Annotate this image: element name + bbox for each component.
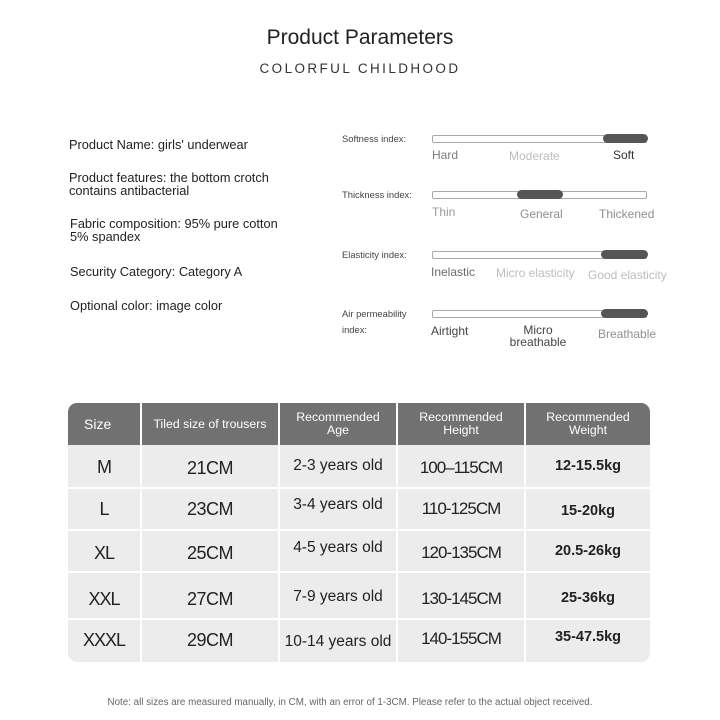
label-line: index: xyxy=(342,324,368,335)
cell-tiled-size: 29CM xyxy=(186,629,233,650)
header-tiled-size: Tiled size of trousers xyxy=(153,416,267,431)
elasticity-index-label: Elasticity index: xyxy=(342,249,407,260)
thickness-index-label: Thickness index: xyxy=(342,189,412,200)
page-subtitle: COLORFUL CHILDHOOD xyxy=(259,61,461,76)
spec-line: contains antibacterial xyxy=(69,183,190,198)
cell-weight: 15-20kg xyxy=(560,503,615,519)
spec-product-features xyxy=(69,171,319,197)
cell-height: 140-155CM xyxy=(421,629,501,648)
air-option-micro-breathable xyxy=(508,324,568,348)
cell-size: M xyxy=(97,456,111,477)
cell-size: XXL xyxy=(88,588,120,609)
cell-tiled-size: 21CM xyxy=(186,457,233,478)
spec-line: Fabric composition: 95% pure cotton xyxy=(70,216,278,231)
header-line: Height xyxy=(443,423,479,437)
spec-optional-color: Optional color: image color xyxy=(70,298,223,313)
elasticity-option-micro: Micro elasticity xyxy=(496,266,575,280)
thickness-option-thickened: Thickened xyxy=(599,207,655,221)
cell-height: 100–115CM xyxy=(419,458,503,477)
thickness-option-thin: Thin xyxy=(432,205,456,219)
cell-age: 3-4 years old xyxy=(293,496,383,513)
elasticity-option-good: Good elasticity xyxy=(588,268,667,282)
header-recommended-height xyxy=(398,403,524,445)
measurement-note: Note: all sizes are measured manually, in CM, with an error of 1-3CM. Please refer to the actual object received. xyxy=(107,697,593,708)
cell-height: 120-135CM xyxy=(421,543,501,562)
cell-tiled-size: 23CM xyxy=(186,498,233,519)
size-table xyxy=(68,403,650,662)
cell-size: L xyxy=(99,498,109,519)
cell-age: 10-14 years old xyxy=(284,633,392,650)
spec-security-category: Security Category: Category A xyxy=(70,264,243,279)
air-option-airtight: Airtight xyxy=(431,324,469,338)
cell-age: 2-3 years old xyxy=(293,457,383,474)
spec-fabric-composition xyxy=(70,217,320,243)
softness-index-scale xyxy=(432,135,647,143)
softness-option-hard: Hard xyxy=(432,148,459,162)
header-recommended-age xyxy=(280,403,396,445)
spec-line: Product features: the bottom crotch xyxy=(69,170,269,185)
cell-height: 130-145CM xyxy=(421,589,501,608)
cell-height: 110-125CM xyxy=(421,499,501,518)
header-line: Recommended xyxy=(296,410,380,424)
thickness-index-scale xyxy=(432,191,647,199)
cell-size: XXXL xyxy=(82,629,126,650)
option-line: breathable xyxy=(509,335,567,349)
header-line: Age xyxy=(327,423,349,437)
header-line: Recommended xyxy=(419,410,503,424)
thickness-index-marker xyxy=(517,190,563,199)
header-line: Weight xyxy=(568,423,608,437)
cell-age: 7-9 years old xyxy=(293,588,383,605)
page-title: Product Parameters xyxy=(266,26,454,49)
table-header xyxy=(68,403,650,445)
elasticity-option-inelastic: Inelastic xyxy=(431,265,476,279)
elasticity-index-scale xyxy=(432,251,647,259)
air-permeability-index-label xyxy=(342,306,432,338)
cell-age: 4-5 years old xyxy=(293,539,383,556)
header-recommended-weight xyxy=(526,403,650,445)
air-permeability-index-marker xyxy=(601,309,648,318)
elasticity-index-marker xyxy=(601,250,648,259)
air-option-breathable: Breathable xyxy=(598,327,657,341)
softness-option-moderate: Moderate xyxy=(509,149,560,163)
softness-option-soft: Soft xyxy=(613,148,635,162)
header-size: Size xyxy=(84,415,112,432)
air-permeability-index-scale xyxy=(432,310,647,318)
label-line: Air permeability xyxy=(342,308,407,319)
softness-index-label: Softness index: xyxy=(342,133,407,144)
thickness-option-general: General xyxy=(520,207,563,221)
cell-weight: 35-47.5kg xyxy=(554,629,622,645)
option-line: Micro xyxy=(523,323,553,337)
header-line: Recommended xyxy=(546,410,630,424)
cell-weight: 20.5-26kg xyxy=(554,543,622,559)
cell-size: XL xyxy=(93,542,115,563)
spec-product-name: Product Name: girls' underwear xyxy=(69,137,248,152)
softness-index-marker xyxy=(603,134,648,143)
cell-weight: 25-36kg xyxy=(560,590,615,606)
cell-tiled-size: 27CM xyxy=(186,588,233,609)
cell-weight: 12-15.5kg xyxy=(554,458,622,474)
spec-line: 5% spandex xyxy=(70,229,141,244)
cell-tiled-size: 25CM xyxy=(186,542,233,563)
